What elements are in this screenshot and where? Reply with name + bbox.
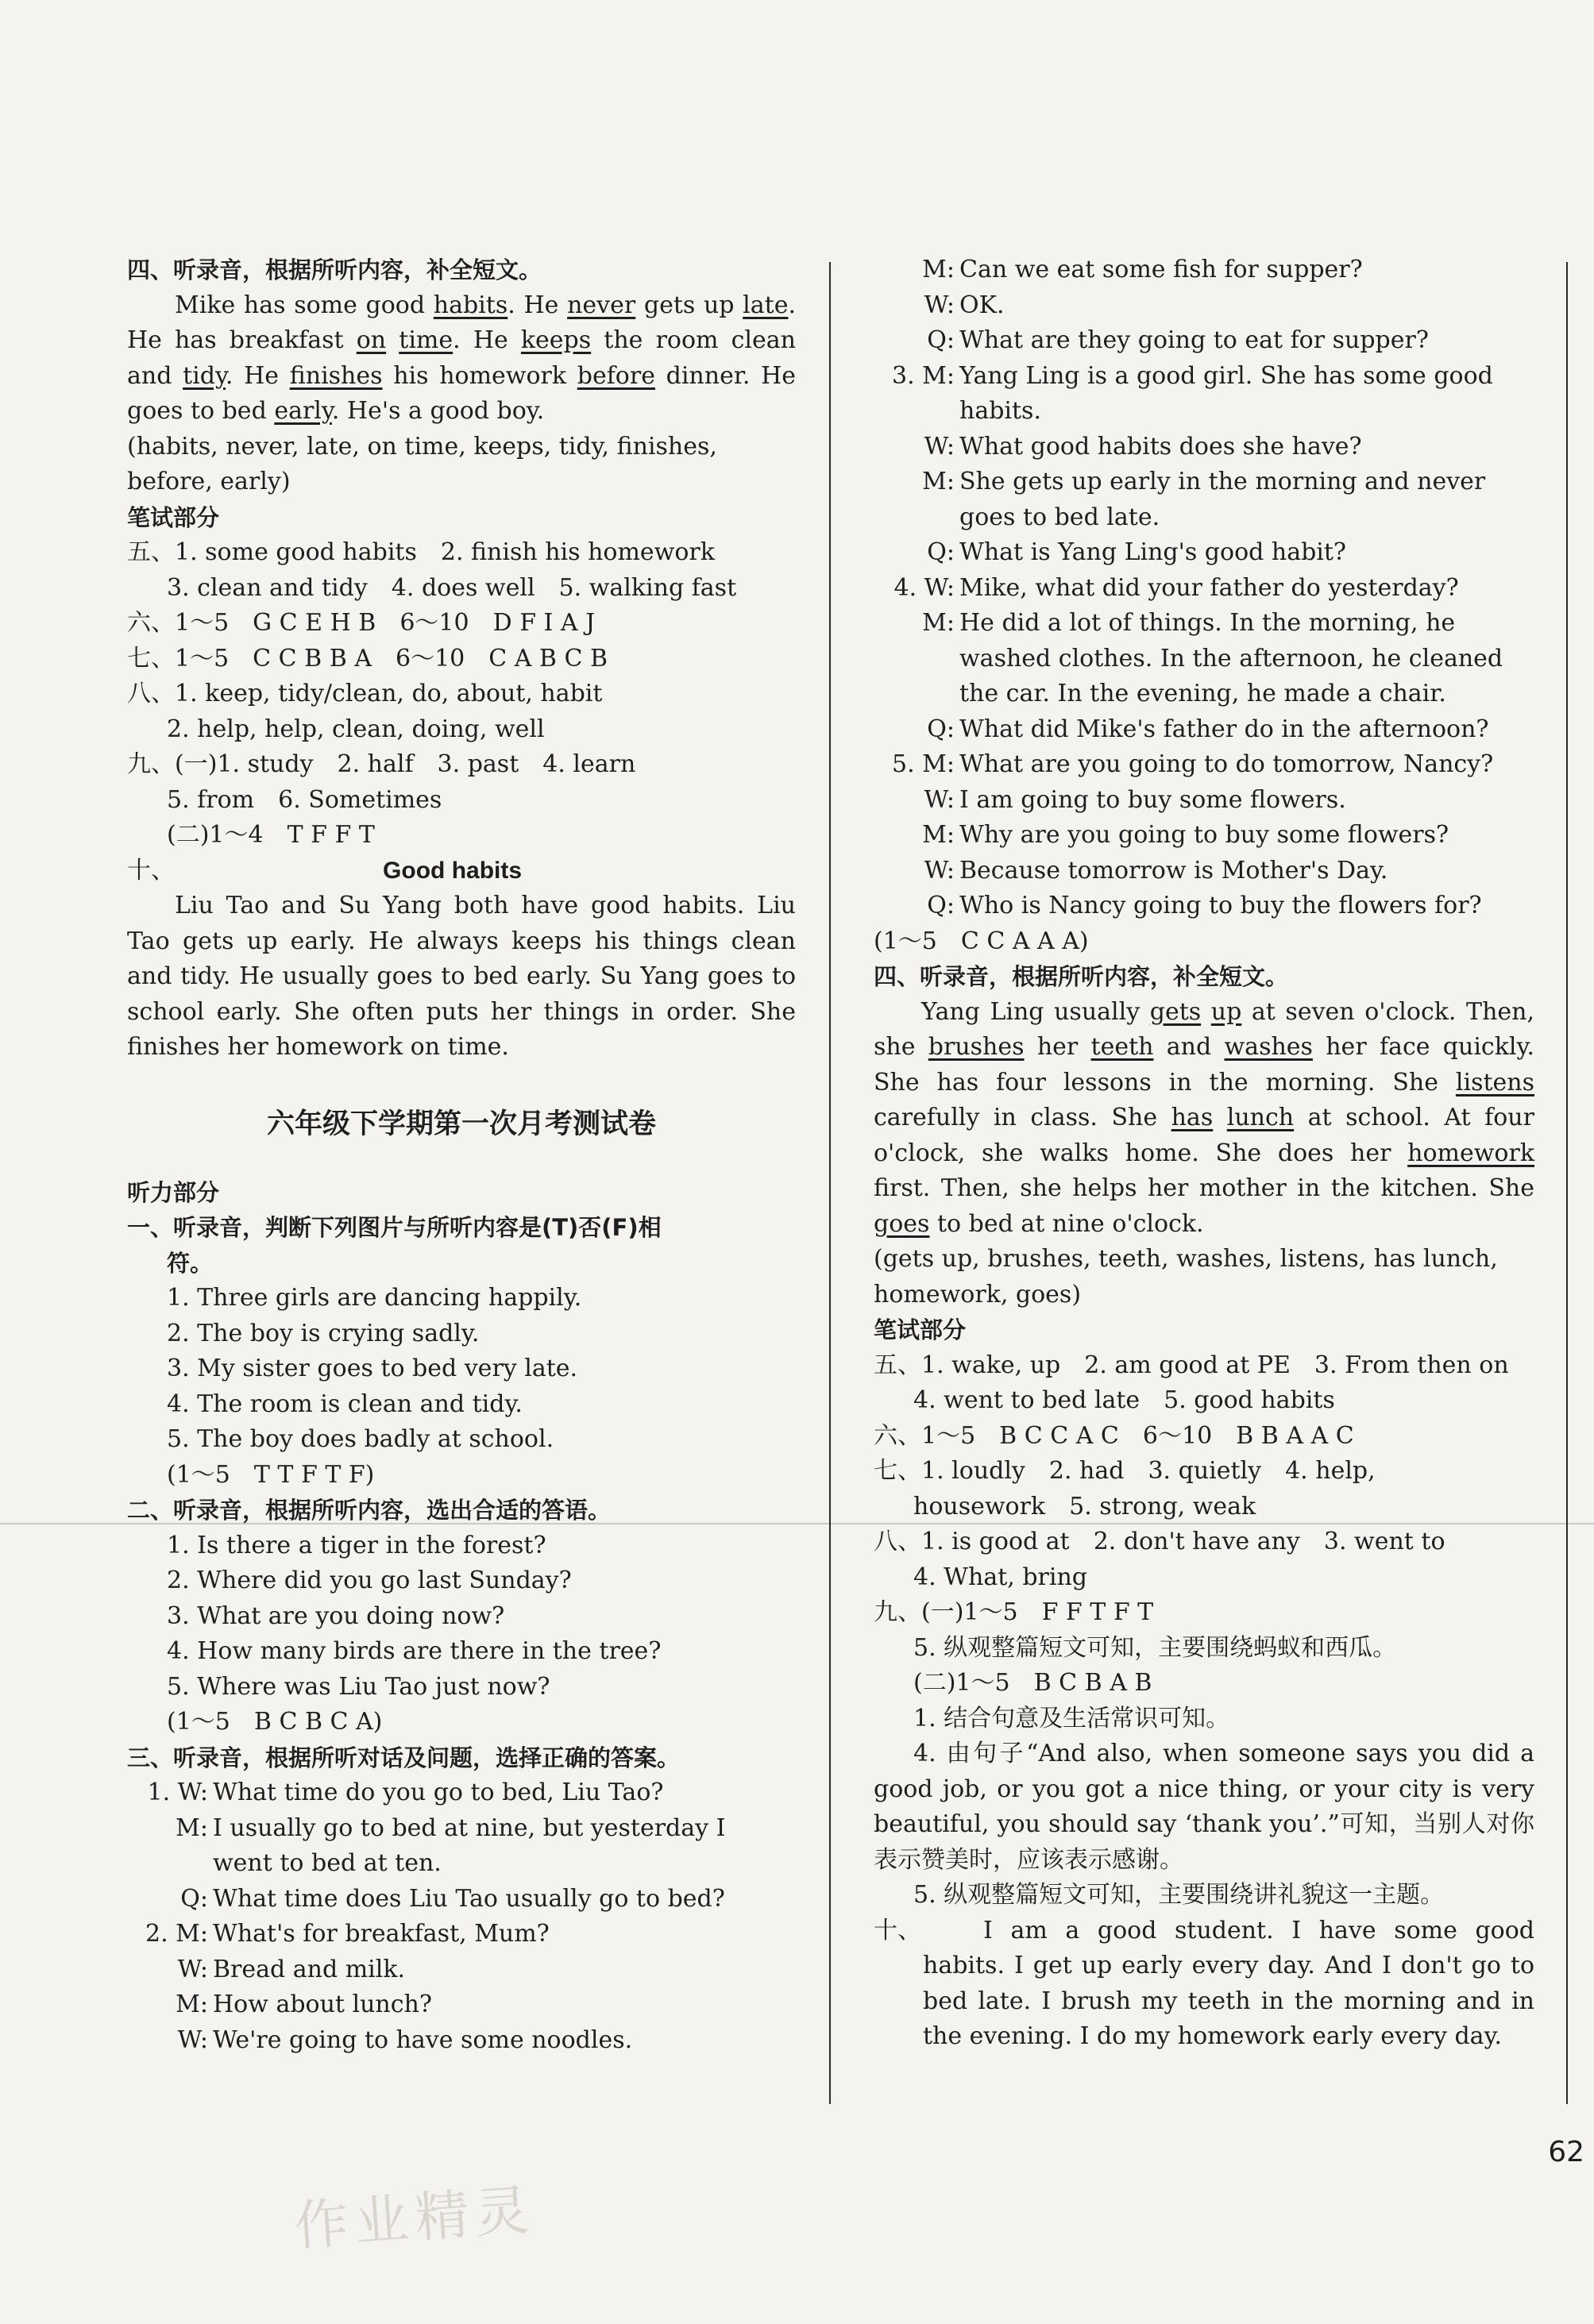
dialogue-line <box>127 1952 796 1988</box>
answer-line: 1. 结合句意及生活常识可知。 <box>913 1704 1230 1732</box>
right-column <box>874 252 1534 2055</box>
dialogue-line <box>127 1882 796 1917</box>
speaker-label: 2. M: <box>145 1920 208 1948</box>
speaker-label: Q: <box>927 326 955 354</box>
text-run: Mike has some good <box>175 291 434 319</box>
utterance: goes to bed late. <box>959 503 1160 531</box>
answer-line: 3. clean and tidy 4. does well 5. walking fast <box>167 573 737 602</box>
dialogue-line <box>874 500 1534 536</box>
filled-blank: listens <box>1455 1068 1534 1096</box>
text-run: . He <box>453 326 521 354</box>
dialogue-line <box>127 2023 796 2059</box>
filled-blank: teeth <box>1090 1033 1154 1061</box>
utterance: What time does Liu Tao usually go to bed? <box>213 1884 725 1913</box>
left-column <box>127 252 796 2058</box>
utterance: What good habits does she have? <box>959 432 1362 461</box>
speaker-label: M: <box>922 609 955 637</box>
text-run: . He's a good boy. <box>331 397 545 425</box>
answer-key: (1～5 T T F T F) <box>167 1460 375 1489</box>
filled-blank: before <box>577 361 655 390</box>
answer-line: 六、1～5 G C E H B 6～10 D F I A J <box>127 609 596 637</box>
speaker-label: M: <box>176 1813 208 1842</box>
speaker-label: W: <box>924 856 955 885</box>
filled-blank: up <box>1210 997 1242 1026</box>
text-run: first. Then, she helps her mother in the kitchen. She <box>874 1174 1534 1202</box>
essay-paragraph <box>874 1914 1534 2055</box>
text-run: and <box>1153 1033 1225 1061</box>
filled-blank: has <box>1171 1104 1214 1131</box>
list-item: 2. Where did you go last Sunday? <box>167 1567 572 1594</box>
utterance: Yang Ling is a good girl. She has some good <box>959 361 1493 390</box>
answer-line: (二)1～5 B C B A B <box>913 1669 1152 1697</box>
filled-blank: brushes <box>928 1033 1025 1061</box>
utterance: Why are you going to buy some flowers? <box>959 821 1449 849</box>
utterance: Because tomorrow is Mother's Day. <box>959 856 1388 885</box>
utterance: We're going to have some noodles. <box>213 2025 633 2054</box>
section-heading: 三、听录音，根据所听对话及问题，选择正确的答案。 <box>127 1744 681 1771</box>
utterance: went to bed at ten. <box>213 1849 442 1877</box>
dialogue-line <box>874 606 1534 642</box>
dialogue-line <box>874 747 1534 783</box>
list-item: 3. My sister goes to bed very late. <box>167 1355 578 1382</box>
text-run: . He <box>225 361 290 390</box>
filled-blank: keeps <box>520 326 592 354</box>
dialogue-line <box>874 818 1534 854</box>
utterance: I am going to buy some flowers. <box>959 785 1346 814</box>
speaker-label: W: <box>924 432 955 461</box>
speaker-label: 5. M: <box>892 750 955 778</box>
answer-line: 2. help, help, clean, doing, well <box>167 715 545 743</box>
right-margin-rule <box>1566 262 1568 2104</box>
answer-key: (1～5 C C A A A) <box>874 927 1089 955</box>
dialogue-line <box>874 359 1534 395</box>
list-item: 4. The room is clean and tidy. <box>167 1389 523 1418</box>
speaker-label: Q: <box>927 715 955 743</box>
section-label: 十、 <box>874 1916 921 1944</box>
dialogue-line <box>127 1917 796 1952</box>
text-run: his homework <box>382 361 577 390</box>
list-item: 5. The boy does badly at school. <box>167 1425 554 1453</box>
text-run: dinner. He goes to bed <box>127 361 797 425</box>
list-item: 3. What are you doing now? <box>167 1601 505 1630</box>
filled-blank: habits <box>433 291 508 319</box>
speaker-label: Q: <box>927 538 955 566</box>
answer-line: 4. What, bring <box>913 1563 1087 1591</box>
text-run: the room clean and <box>127 326 796 390</box>
dialogue-line <box>874 854 1534 889</box>
answer-line: 九、(一)1. study 2. half 3. past 4. learn <box>127 750 636 778</box>
answer-line: 九、(一)1～5 F F T F T <box>874 1598 1154 1626</box>
utterance: She gets up early in the morning and never <box>959 468 1486 495</box>
utterance: What are you going to do tomorrow, Nancy? <box>959 750 1494 778</box>
filled-blank: washes <box>1224 1033 1313 1061</box>
speaker-label: 1. W: <box>147 1779 208 1806</box>
answer-line: 4. went to bed late 5. good habits <box>913 1386 1335 1414</box>
dialogue-line <box>127 1846 796 1882</box>
dialogue-line <box>874 676 1534 712</box>
dialogue-block <box>127 1775 796 2058</box>
dialogue-line <box>874 783 1534 819</box>
filled-blank: never <box>567 291 636 319</box>
list-item: 2. The boy is crying sadly. <box>167 1319 480 1347</box>
utterance: Bread and milk. <box>213 1955 406 1983</box>
text-run: . He has breakfast <box>127 291 797 354</box>
answer-line: 八、1. keep, tidy/clean, do, about, habit <box>127 680 603 707</box>
answer-line: 六、1～5 B C C A C 6～10 B B A A C <box>874 1421 1354 1450</box>
dialogue-line <box>874 888 1534 924</box>
dialogue-line <box>874 252 1534 288</box>
speaker-label: Q: <box>927 892 955 919</box>
dialogue-line <box>874 571 1534 607</box>
text-run: her <box>1024 1033 1091 1061</box>
speaker-label: W: <box>924 785 955 814</box>
utterance: Can we eat some fish for supper? <box>959 256 1363 283</box>
filled-blank: late <box>743 291 789 319</box>
filled-blank: lunch <box>1226 1104 1295 1131</box>
section-heading: 四、听录音，根据所听内容，补全短文。 <box>127 256 542 283</box>
text-run: her face quickly. She has four lessons in the morning. She <box>874 1033 1534 1096</box>
answer-key: (1～5 B C B C A) <box>167 1708 383 1736</box>
answer-line: 七、1～5 C C B B A 6～10 C A B C B <box>127 644 608 673</box>
list-item: 5. Where was Liu Tao just now? <box>167 1672 550 1701</box>
essay-title-row <box>127 854 796 889</box>
utterance: habits. <box>959 397 1041 425</box>
utterance: How about lunch? <box>213 1991 432 2018</box>
utterance: What did Mike's father do in the afternoon? <box>959 715 1489 743</box>
watermark-logo: 作业精灵 <box>292 2179 538 2259</box>
answer-key: (habits, never, late, on time, keeps, tidy, finishes, before, early) <box>127 432 717 495</box>
utterance: washed clothes. In the afternoon, he cleaned <box>959 644 1503 673</box>
essay-title: Good habits <box>383 857 523 884</box>
dialogue-line <box>874 430 1534 465</box>
text-run: at seven o'clock. Then, she <box>874 997 1534 1061</box>
answer-line: 五、1. wake, up 2. am good at PE 3. From then on <box>874 1351 1509 1379</box>
dialogue-line <box>874 712 1534 748</box>
speaker-label: W: <box>177 2025 208 2054</box>
section-label: 十、 <box>127 856 175 885</box>
text-run: Yang Ling usually <box>921 997 1150 1026</box>
utterance: What are they going to eat for supper? <box>959 326 1429 354</box>
answer-line: 八、1. is good at 2. don't have any 3. went to <box>874 1528 1445 1555</box>
answer-line: 七、1. loudly 2. had 3. quietly 4. help, <box>874 1457 1376 1485</box>
text-run: to bed at nine o'clock. <box>929 1209 1204 1238</box>
answer-line: 五、1. some good habits 2. finish his homework <box>127 538 715 566</box>
section-heading: 二、听录音，根据所听内容，选出合适的答语。 <box>127 1497 612 1524</box>
page-number: 62 <box>1548 2136 1584 2168</box>
text-run <box>1213 1104 1227 1131</box>
list-item: 1. Is there a tiger in the forest? <box>167 1531 546 1559</box>
listening-heading: 听力部分 <box>127 1178 220 1206</box>
speaker-label: W: <box>177 1955 208 1983</box>
filled-blank: goes <box>874 1209 930 1238</box>
dialogue-line <box>127 1811 796 1847</box>
dialogue-line <box>127 1987 796 2023</box>
answer-line: 5. 纵观整篇短文可知，主要围绕蚂蚁和西瓜。 <box>913 1633 1397 1662</box>
dialogue-line <box>874 642 1534 677</box>
written-part-heading: 笔试部分 <box>127 503 220 531</box>
dialogue-block <box>874 252 1534 924</box>
utterance: Mike, what did your father do yesterday? <box>959 573 1459 602</box>
speaker-label: 3. M: <box>892 361 955 390</box>
answer-key: (gets up, brushes, teeth, washes, listens, has lunch, homework, goes) <box>874 1245 1498 1308</box>
dialogue-line <box>874 323 1534 359</box>
written-part-heading: 笔试部分 <box>874 1316 967 1343</box>
column-divider <box>829 262 831 2104</box>
dialogue-line <box>874 394 1534 430</box>
dialogue-line <box>127 1775 796 1811</box>
explanation-note: 4. 由句子“And also, when someone says you did a good job, or you got a nice thing, or your city is very beautiful, you should say ‘thank you’.”可知，当别人对你表示赞美时，应该表示感谢。 <box>874 1740 1534 1874</box>
essay-paragraph: Liu Tao and Su Yang both have good habits. Liu Tao gets up early. He always keeps his things clean and tidy. He usually goes to bed early. Su Yang goes to school early. She often puts her things in order. She finishes her homework on time. <box>127 892 796 1061</box>
answer-line: 5. from 6. Sometimes <box>167 785 442 814</box>
section-heading: 四、听录音，根据所听内容，补全短文。 <box>874 963 1289 990</box>
section-heading: 一、听录音，判断下列图片与所听内容是(T)否(F)相 <box>127 1214 662 1241</box>
filled-blank: gets <box>1149 997 1202 1026</box>
utterance: He did a lot of things. In the morning, he <box>959 609 1456 637</box>
text-run <box>386 326 399 354</box>
cloze-paragraph <box>874 995 1534 1243</box>
cloze-paragraph <box>127 288 796 430</box>
dialogue-line <box>874 464 1534 500</box>
list-item: 1. Three girls are dancing happily. <box>167 1284 582 1312</box>
speaker-label: M: <box>922 821 955 849</box>
utterance: OK. <box>959 291 1005 319</box>
utterance: What time do you go to bed, Liu Tao? <box>213 1779 664 1806</box>
explanation-note: 5. 纵观整篇短文可知，主要围绕讲礼貌这一主题。 <box>913 1881 1445 1909</box>
text-run: carefully in class. She <box>874 1104 1171 1131</box>
utterance: Who is Nancy going to buy the flowers for? <box>959 892 1482 919</box>
utterance: What is Yang Ling's good habit? <box>959 538 1347 566</box>
speaker-label: Q: <box>180 1884 208 1913</box>
utterance: I usually go to bed at nine, but yesterday I <box>213 1813 726 1842</box>
text-run: at school. At four o'clock, she walks home. She does her <box>874 1104 1534 1167</box>
filled-blank: tidy <box>183 361 226 390</box>
filled-blank: time <box>399 326 453 354</box>
section-heading-cont: 符。 <box>167 1249 214 1277</box>
text-run: gets up <box>635 291 743 319</box>
essay-text: I am a good student. I have some good habits. I get up early every day. And I don't go to bed late. I brush my teeth in the morning and in the evening. I do my homework early every day. <box>923 1916 1534 2050</box>
speaker-label: 4. W: <box>893 573 955 602</box>
utterance: the car. In the evening, he made a chair. <box>959 680 1446 707</box>
speaker-label: M: <box>922 256 955 283</box>
utterance: What's for breakfast, Mum? <box>213 1920 550 1948</box>
text-run <box>1201 998 1211 1026</box>
filled-blank: on <box>356 326 387 354</box>
list-item: 4. How many birds are there in the tree? <box>167 1637 662 1665</box>
dialogue-line <box>874 535 1534 571</box>
speaker-label: M: <box>922 468 955 495</box>
speaker-label: M: <box>176 1991 208 2018</box>
filled-blank: early <box>274 397 332 425</box>
filled-blank: homework <box>1407 1139 1534 1167</box>
text-run: . He <box>508 291 568 319</box>
answer-list <box>127 535 796 854</box>
answer-line: (二)1～4 T F F T <box>167 821 375 849</box>
answer-line: housework 5. strong, weak <box>913 1492 1256 1520</box>
speaker-label: W: <box>924 291 955 319</box>
dialogue-line <box>874 288 1534 324</box>
test-title: 六年级下学期第一次月考测试卷 <box>266 1108 656 1140</box>
filled-blank: finishes <box>289 361 383 390</box>
